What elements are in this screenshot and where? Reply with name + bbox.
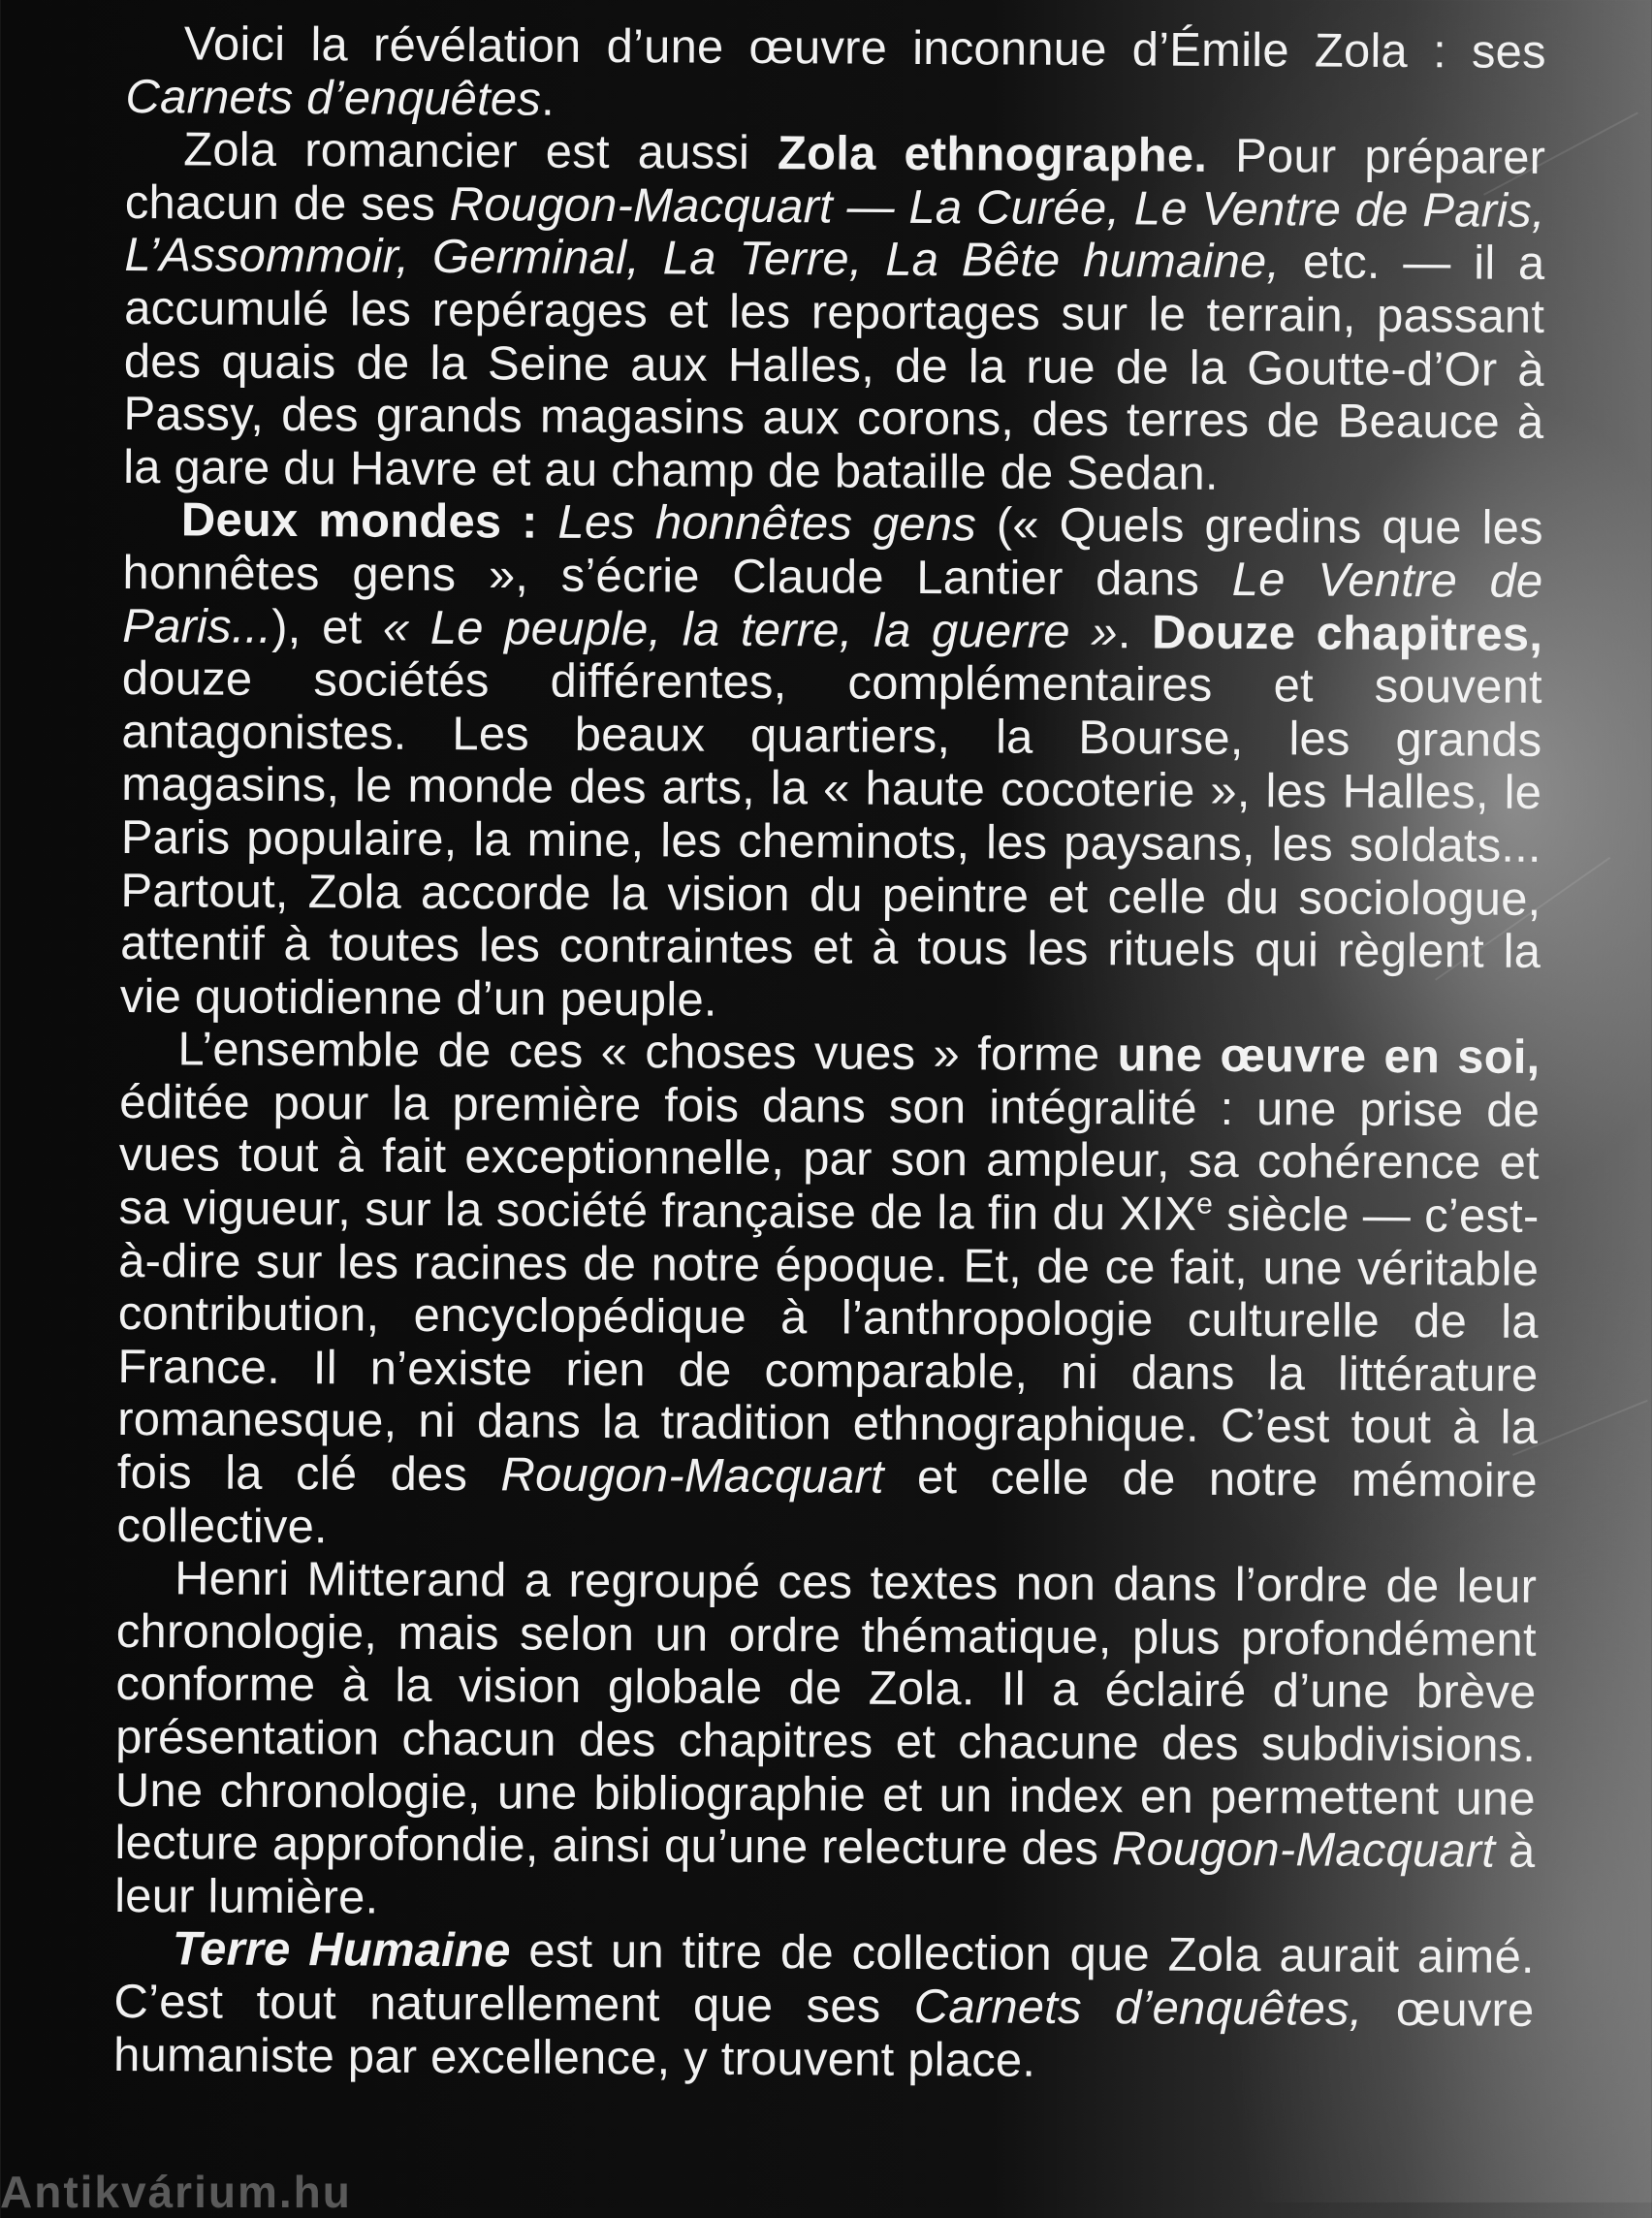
italic-titles: Rougon-Macquart — La Curée, Le Ventre de Paris, L’Assommoir, Germinal, La Terre, La Bête humaine, <box>124 177 1545 289</box>
paragraph-4 <box>116 1023 1540 1561</box>
blurb-text <box>113 17 1546 2090</box>
text-run: etc. — il a accumulé les repérages et les reportages sur le terrain, passant des quais de la Seine aux Halles, de la rue de la Goutte-d’Or à Passy, des grands magasins aux corons, des terres de Beauce à la gare du Havre et au champ de bataille de Sedan. <box>123 236 1545 500</box>
bold-phrase: Douze chapitres, <box>1151 606 1543 661</box>
italic-title: Carnets d’enquêtes, <box>913 1980 1363 2036</box>
bold-phrase: une œuvre en soi, <box>1117 1029 1541 1085</box>
text-run: Henri Mitterand a regroupé ces textes non dans l’ordre de leur chronologie, mais selon un ordre thématique, plus profondément conforme à la vision globale de Zola. Il a éclairé d’une brève présentation chacun des chapitres et chacune des subdivisions. Une chronologie, une bibliographie et un index en permettent une lecture approfondie, ainsi qu’une relecture des <box>114 1552 1538 1876</box>
italic-phrase: « Le peuple, la terre, la guerre » <box>382 601 1118 658</box>
text-run: et celle de notre mémoire collective. <box>116 1450 1538 1553</box>
paragraph-3 <box>120 493 1543 1031</box>
bold-italic-collection-name: Terre Humaine <box>172 1922 511 1978</box>
paragraph-1 <box>125 17 1546 132</box>
text-run: œuvre humaniste par excellence, y trouvent place. <box>112 1982 1535 2087</box>
italic-phrase: Les honnêtes gens <box>557 496 977 552</box>
text-run: . <box>540 73 556 126</box>
bold-phrase: Zola ethnographe. <box>777 127 1208 183</box>
text-run: siècle — c’est-à-dire sur les racines de notre époque. Et, de ce fait, une véritable contribution, encyclopédique à l’anthropologie culturelle de la France. Il n’existe rien de comparable, ni dans la littérature romanesque, ni dans la tradition ethnographique. C’est tout à la fois la clé des <box>116 1188 1540 1502</box>
paragraph-5 <box>114 1552 1537 1931</box>
text-run: douze sociétés différentes, complémentaires et souvent antagonistes. Les beaux quartiers, la Bourse, les grands magasins, le monde des arts, la « haute cocoterie », les Halles, le Paris populaire, la mine, les cheminots, les paysans, les soldats... Partout, Zola accorde la vision du peintre et celle du sociologue, attentif à toutes les contraintes et à tous les rituels qui règlent la vie quotidienne d’un peuple. <box>119 652 1542 1027</box>
text-run: est un titre de collection que Zola aurait aimé. C’est tout naturellement que ses <box>113 1924 1535 2033</box>
text-run: éditée pour la première fois dans son intégralité : une prise de vues tout à fait exceptionnelle, par son ampleur, sa cohérence et sa vigueur, sur la société française de la fin du XIX <box>118 1075 1541 1241</box>
bold-phrase: Deux mondes : <box>180 493 538 549</box>
text-run: à leur lumière. <box>113 1824 1536 1924</box>
text-run: . <box>1117 605 1153 659</box>
text-run: L’ensemble de ces « choses vues » forme <box>177 1023 1118 1082</box>
text-run <box>538 496 558 549</box>
paragraph-6 <box>113 1922 1535 2090</box>
text-run: (« Quels gredins que les honnêtes gens », s’écrie Claude Lantier dans <box>122 498 1543 606</box>
italic-title: Le Ventre de Paris... <box>122 553 1543 653</box>
text-run: ), et <box>271 600 384 654</box>
paragraph-2 <box>123 123 1545 502</box>
superscript: e <box>1196 1188 1214 1220</box>
italic-title: Rougon-Macquart <box>500 1448 884 1504</box>
text-run: Zola romancier est aussi <box>183 123 778 180</box>
italic-title: Rougon-Macquart <box>1111 1822 1496 1878</box>
text-run: Voici la révélation d’une œuvre inconnue d’Émile Zola : ses <box>183 17 1546 79</box>
italic-title: Carnets d’enquêtes <box>125 70 542 126</box>
watermark-text: Antikvárium.hu <box>0 2167 352 2217</box>
text-run: Pour préparer chacun de ses <box>124 130 1546 231</box>
